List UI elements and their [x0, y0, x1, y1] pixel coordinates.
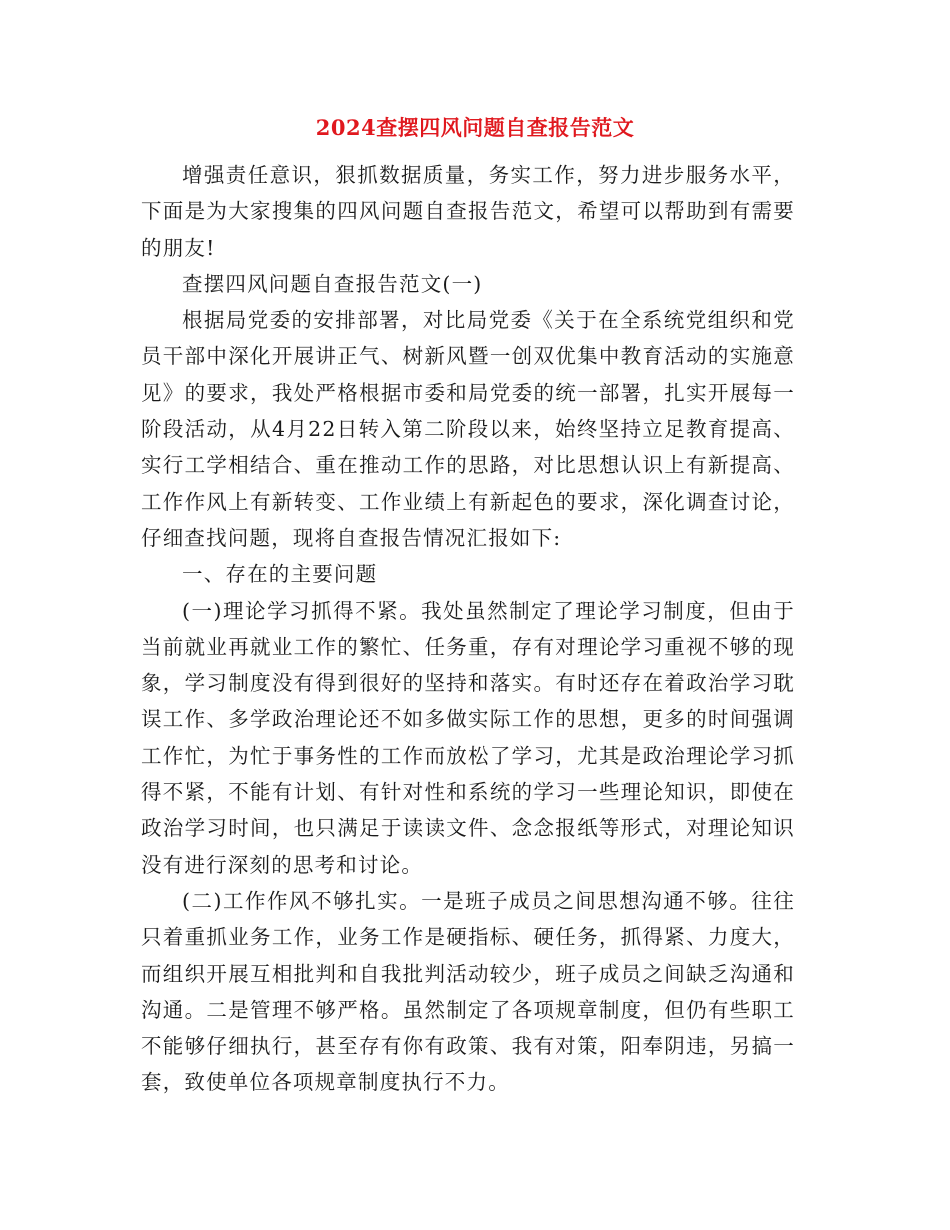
intro-paragraph: 增强责任意识，狠抓数据质量，务实工作，努力进步服务水平，下面是为大家搜集的四风问题自查报告范文，希望可以帮助到有需要的朋友! [141, 163, 795, 260]
problem-paragraph-one: (一)理论学习抓得不紧。我处虽然制定了理论学习制度，但由于当前就业再就业工作的繁忙、任务重，存有对理论学习重视不够的现象，学习制度没有得到很好的坚持和落实。有时还存在着政治学习耽误工作、多学政治理论还不如多做实际工作的思想，更多的时间强调工作忙，为忙于事务性的工作而放松了学习，尤其是政治理论学习抓得不紧，不能有计划、有针对性和系统的学习一些理论知识，即使在政治学习时间，也只满足于读读文件、念念报纸等形式，对理论知识没有进行深刻的思考和讨论。 [141, 598, 795, 877]
section-heading-sample-one: 查摆四风问题自查报告范文(一) [182, 271, 483, 296]
background-paragraph: 根据局党委的安排部署，对比局党委《关于在全系统党组织和党员干部中深化开展讲正气、树新风暨一创双优集中教育活动的实施意见》的要求，我处严格根据市委和局党委的统一部署，扎实开展每一阶段活动，从4月22日转入第二阶段以来，始终坚持立足教育提高、实行工学相结合、重在推动工作的思路，对比思想认识上有新提高、工作作风上有新转变、工作业绩上有新起色的要求，深化调查讨论，仔细查找问题，现将自查报告情况汇报如下: [141, 308, 795, 550]
problem-paragraph-two: (二)工作作风不够扎实。一是班子成员之间思想沟通不够。往往只着重抓业务工作，业务工作是硬指标、硬任务，抓得紧、力度大，而组织开展互相批判和自我批判活动较少，班子成员之间缺乏沟通和沟通。二是管理不够严格。虽然制定了各项规章制度，但仍有些职工不能够仔细执行，甚至存有你有政策、我有对策，阳奉阴违，另搞一套，致使单位各项规章制度执行不力。 [141, 888, 795, 1095]
document-body [141, 157, 795, 1101]
section-heading-main-problems: 一、存在的主要问题 [182, 562, 378, 587]
document-title: 2024查摆四风问题自查报告范文 [315, 115, 635, 140]
